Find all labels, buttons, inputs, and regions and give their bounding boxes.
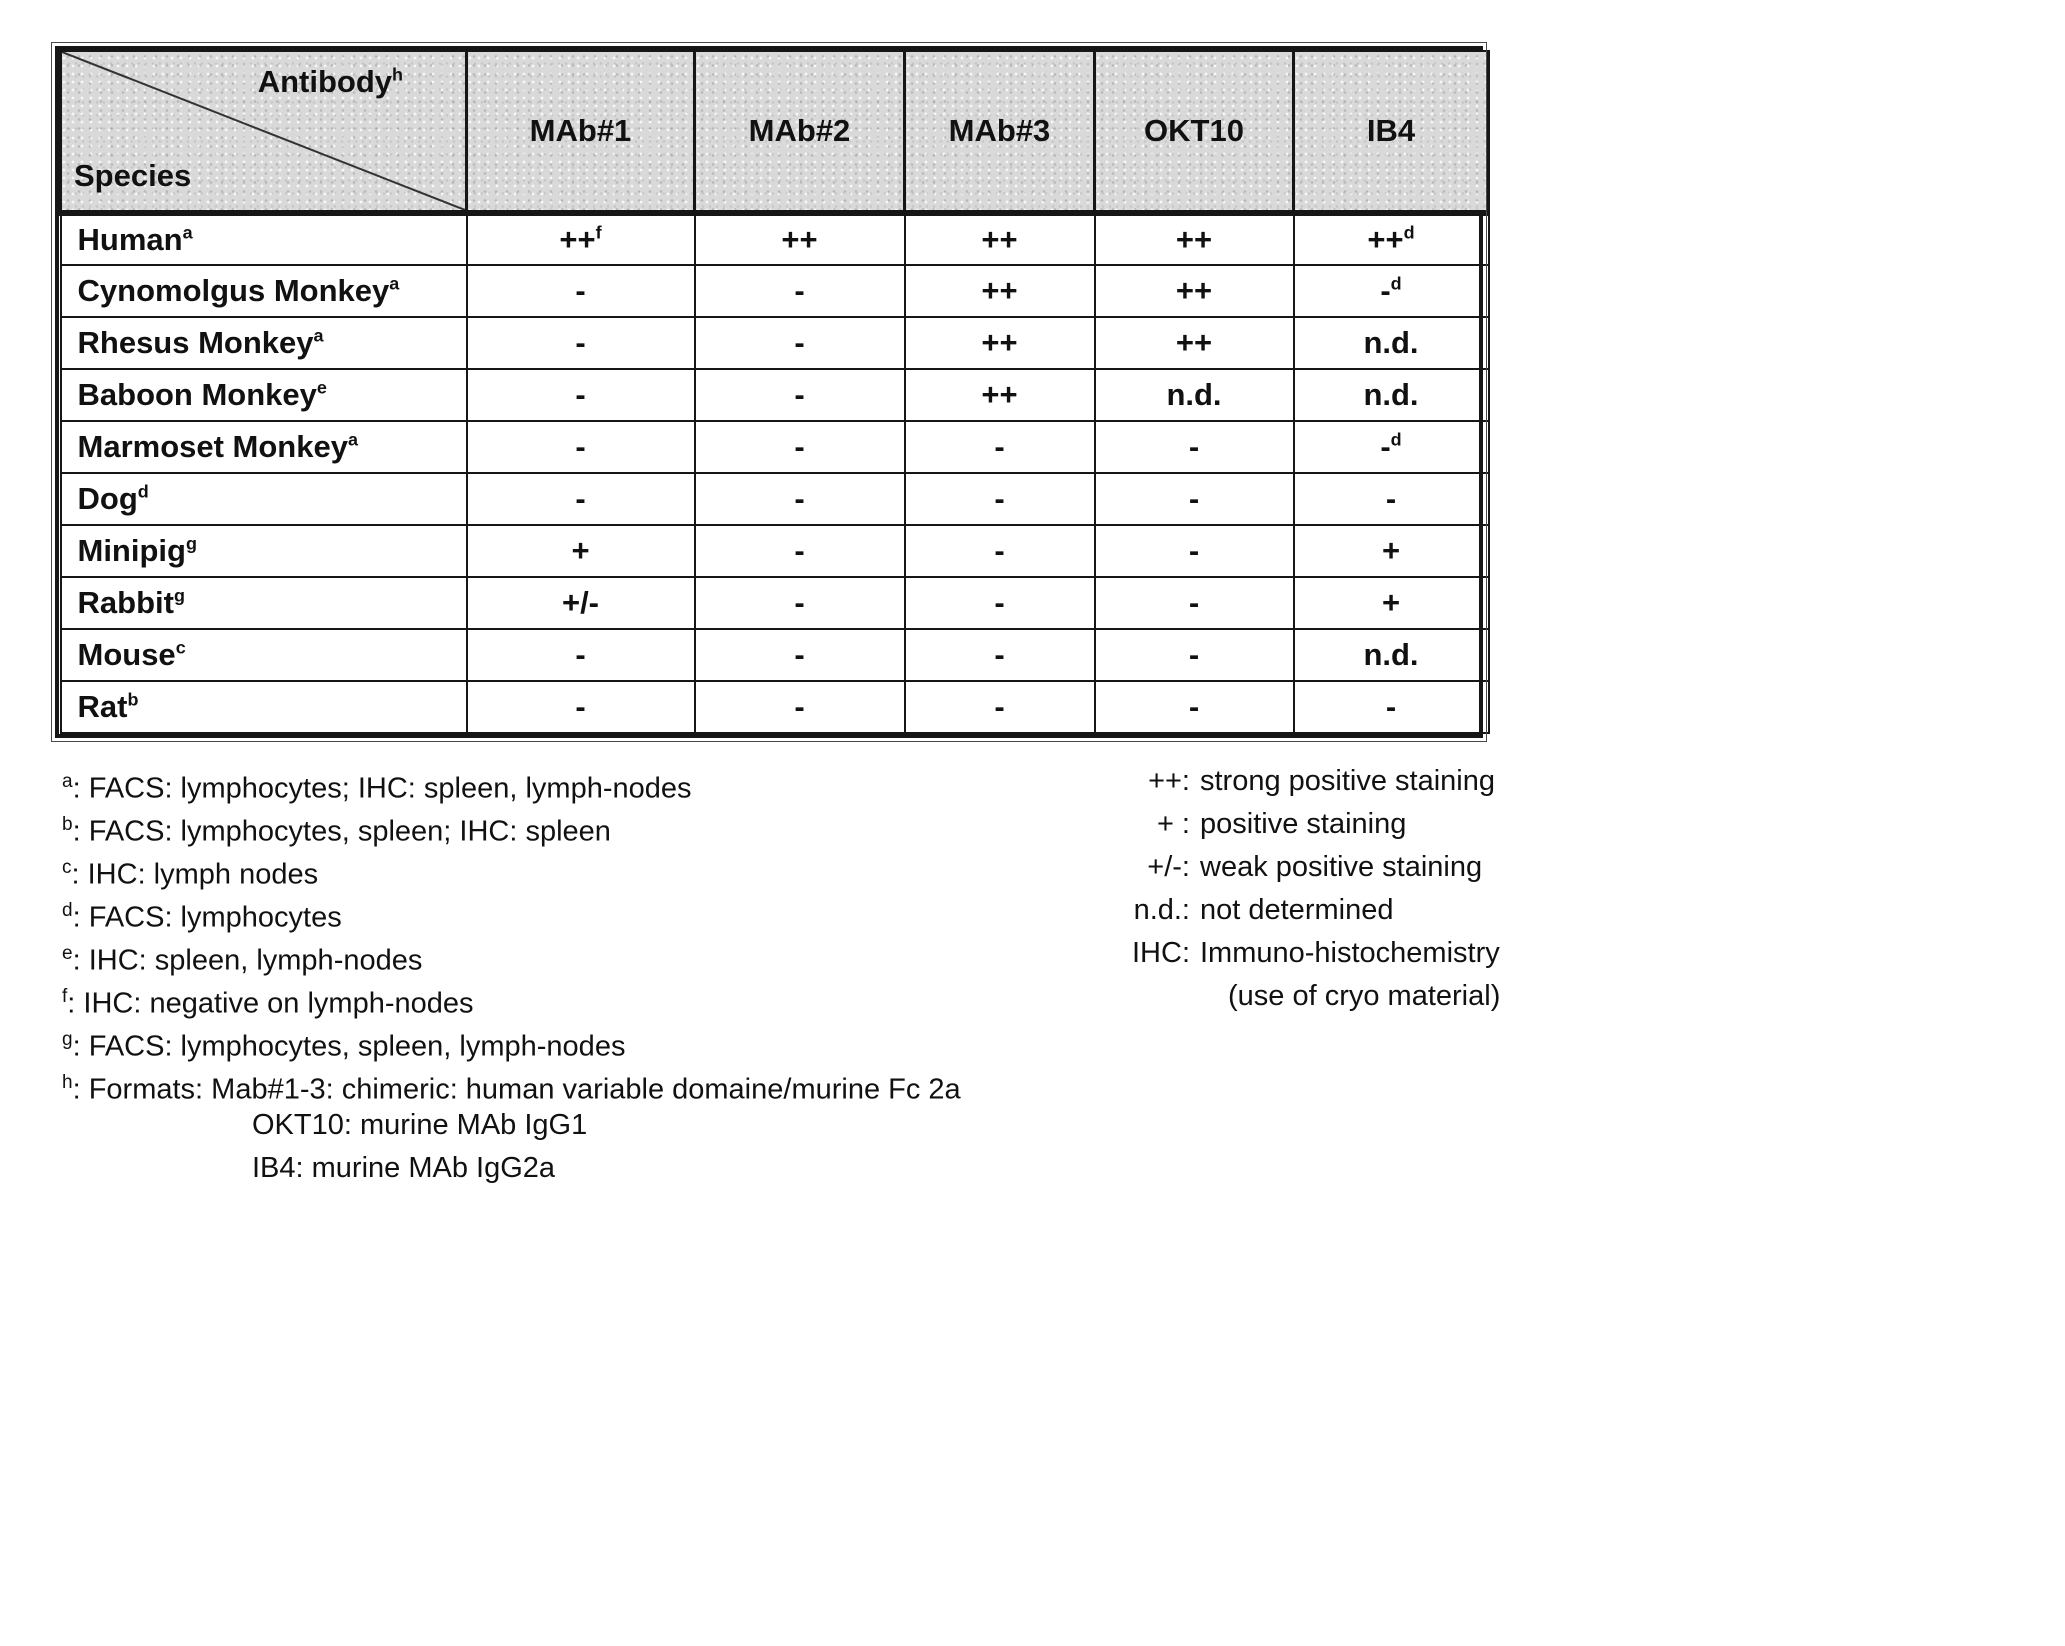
result-cell <box>1294 629 1489 681</box>
result-value: - <box>794 273 805 308</box>
column-header-mab-3: MAb#3 <box>905 51 1095 213</box>
table-row <box>61 369 1489 421</box>
result-cell <box>1294 317 1489 369</box>
result-value: - <box>994 637 1005 672</box>
result-cell <box>905 681 1095 733</box>
legend-text: (use of cryo material) <box>1228 980 1501 1012</box>
result-cell <box>1294 421 1489 473</box>
table-row <box>61 421 1489 473</box>
result-cell <box>1095 369 1294 421</box>
column-header-mab-1: MAb#1 <box>467 51 695 213</box>
footnote-line: $^a$: FACS: lymphocytes; IHC: spleen, lymph-nodes <box>62 771 692 805</box>
legend-text: strong positive staining <box>1200 765 1495 797</box>
species-footnote-marker: b <box>127 689 139 710</box>
result-value: - <box>1188 429 1200 464</box>
result-value: - <box>1380 273 1391 308</box>
footnote-marker: c <box>62 857 72 878</box>
result-cell <box>467 369 695 421</box>
species-label: Mouse <box>77 637 176 672</box>
result-cell <box>695 421 905 473</box>
species-label: Rat <box>77 689 128 724</box>
species-cell <box>61 681 467 733</box>
legend-line <box>1098 846 1500 889</box>
result-cell <box>1294 577 1489 629</box>
species-footnote-marker: d <box>137 481 149 502</box>
table-row <box>61 473 1489 525</box>
legend-symbol: ++: <box>1148 765 1190 797</box>
result-cell <box>1095 265 1294 317</box>
result-value: ++ <box>981 222 1018 257</box>
result-value: - <box>1188 689 1200 724</box>
footnote-marker: f <box>62 986 68 1007</box>
result-cell <box>1294 473 1489 525</box>
result-cell <box>467 577 695 629</box>
footnote-line: $^e$: IHC: spleen, lymph-nodes <box>62 943 423 977</box>
result-cell <box>1294 369 1489 421</box>
footnote-text: OKT10: murine MAb IgG1 <box>252 1109 588 1141</box>
result-value: - <box>794 377 805 412</box>
table-row <box>61 681 1489 733</box>
species-cell <box>61 317 467 369</box>
species-label: Dog <box>77 481 138 516</box>
result-cell <box>695 369 905 421</box>
result-cell <box>467 629 695 681</box>
result-cell <box>1095 213 1294 265</box>
legend-line <box>1098 760 1500 803</box>
footnote-line <box>62 1104 961 1147</box>
result-footnote-marker: d <box>1390 273 1402 294</box>
table-row <box>61 525 1489 577</box>
result-footnote-marker: d <box>1403 222 1415 243</box>
result-value: - <box>994 585 1005 620</box>
result-cell <box>1294 681 1489 733</box>
result-value: - <box>575 481 586 516</box>
species-label: Rabbit <box>77 585 174 620</box>
result-cell <box>1095 525 1294 577</box>
antibody-footnote-marker: h <box>392 64 403 85</box>
species-footnote-marker: g <box>185 533 197 554</box>
result-value: + <box>1381 533 1401 568</box>
result-value: n.d. <box>1363 637 1419 672</box>
result-cell <box>467 473 695 525</box>
result-value: ++ <box>781 222 818 257</box>
result-footnote-marker: f <box>595 222 602 243</box>
result-value: - <box>1188 481 1200 516</box>
antibody-label-text: Antibody <box>257 64 393 99</box>
result-value: +/- <box>561 585 600 620</box>
species-footnote-marker: a <box>313 325 324 346</box>
result-cell <box>467 525 695 577</box>
species-footnote-marker: c <box>175 637 186 658</box>
legend-text: weak positive staining <box>1200 851 1483 883</box>
footnote-marker: a <box>62 771 73 792</box>
result-cell <box>1095 629 1294 681</box>
column-header-mab-2: MAb#2 <box>695 51 905 213</box>
footnote-line: $^f$: IHC: negative on lymph-nodes <box>62 986 474 1020</box>
footnote-text: IHC: spleen, lymph-nodes <box>88 944 423 977</box>
result-value: - <box>794 429 805 464</box>
result-value: + <box>1381 585 1401 620</box>
table-row <box>61 265 1489 317</box>
result-cell <box>1095 317 1294 369</box>
legend-symbol: + : <box>1156 808 1190 840</box>
result-cell <box>905 473 1095 525</box>
result-value: - <box>794 689 805 724</box>
species-cell <box>61 629 467 681</box>
species-footnote-marker: a <box>347 429 358 450</box>
legend-text: positive staining <box>1200 808 1407 840</box>
column-header-okt10: OKT10 <box>1095 51 1294 213</box>
footnotes-block <box>62 760 961 1190</box>
species-cell <box>61 213 467 265</box>
legend-symbol: +/-: <box>1147 851 1190 883</box>
result-value: n.d. <box>1166 377 1222 412</box>
result-value: - <box>794 637 805 672</box>
footnote-marker: d <box>62 900 73 921</box>
result-value: - <box>1385 481 1397 516</box>
table-row <box>61 317 1489 369</box>
result-cell <box>1294 525 1489 577</box>
species-label: Human <box>77 222 183 257</box>
result-cell <box>695 629 905 681</box>
result-value: n.d. <box>1363 377 1419 412</box>
footnote-text: IHC: negative on lymph-nodes <box>83 987 474 1020</box>
species-footnote-marker: a <box>182 222 193 243</box>
result-cell <box>695 213 905 265</box>
result-cell <box>467 213 695 265</box>
footnote-text: IB4: murine MAb IgG2a <box>252 1152 556 1184</box>
result-value: - <box>794 585 805 620</box>
result-value: - <box>994 689 1005 724</box>
result-cell <box>695 577 905 629</box>
result-cell <box>905 525 1095 577</box>
result-cell <box>695 473 905 525</box>
species-cell <box>61 473 467 525</box>
result-value: - <box>794 481 805 516</box>
result-value: - <box>575 273 586 308</box>
result-value: ++ <box>981 377 1018 412</box>
result-cell <box>467 421 695 473</box>
corner-antibody-label <box>258 64 403 100</box>
result-value: + <box>571 533 590 568</box>
species-label: Cynomolgus Monkey <box>77 273 390 308</box>
result-cell <box>695 317 905 369</box>
result-value: ++ <box>1367 222 1404 257</box>
footnote-text: FACS: lymphocytes <box>88 901 342 934</box>
result-value: - <box>994 481 1005 516</box>
result-value: ++ <box>1175 325 1213 360</box>
result-value: n.d. <box>1363 325 1419 360</box>
corner-cell <box>61 51 467 213</box>
result-value: - <box>575 689 586 724</box>
species-label: Baboon Monkey <box>77 377 317 412</box>
data-table <box>59 50 1490 734</box>
species-cell <box>61 265 467 317</box>
result-cell <box>467 265 695 317</box>
footnote-text: FACS: lymphocytes, spleen, lymph-nodes <box>88 1030 626 1063</box>
footnote-text: FACS: lymphocytes; IHC: spleen, lymph-nodes <box>88 772 692 805</box>
result-value: - <box>1380 429 1391 464</box>
result-cell <box>695 525 905 577</box>
species-footnote-marker: g <box>173 585 185 606</box>
species-cell <box>61 577 467 629</box>
result-value: ++ <box>981 325 1018 360</box>
footnote-line: $^h$: Formats: Mab#1-3: chimeric: human variable domaine/murine Fc 2a <box>62 1072 961 1106</box>
footnote-line: $^d$: FACS: lymphocytes <box>62 900 342 934</box>
result-cell <box>1095 577 1294 629</box>
result-value: - <box>1188 637 1200 672</box>
legend-symbol: n.d.: <box>1133 894 1190 926</box>
species-cell <box>61 421 467 473</box>
table-row <box>61 629 1489 681</box>
result-value: ++ <box>559 222 596 257</box>
footnote-text: Formats: Mab#1-3: chimeric: human variable domaine/murine Fc 2a <box>88 1073 961 1106</box>
species-label: Minipig <box>77 533 186 568</box>
result-cell <box>695 681 905 733</box>
footnote-marker: b <box>62 814 73 835</box>
legend-line <box>1098 975 1500 1018</box>
result-value: - <box>1188 585 1200 620</box>
corner-species-label: Species <box>74 158 192 193</box>
table-header-row <box>61 51 1489 213</box>
result-value: - <box>794 325 805 360</box>
result-value: ++ <box>1175 273 1213 308</box>
footnote-line: $^g$: FACS: lymphocytes, spleen, lymph-nodes <box>62 1029 626 1063</box>
result-footnote-marker: d <box>1390 429 1402 450</box>
result-cell <box>1095 681 1294 733</box>
result-cell <box>905 265 1095 317</box>
legend-symbol <box>1098 975 1190 1018</box>
result-value: - <box>1188 533 1200 568</box>
result-value: - <box>575 377 586 412</box>
result-cell <box>905 577 1095 629</box>
legend-block <box>1098 760 1500 1018</box>
legend-symbol: IHC: <box>1132 937 1190 969</box>
result-cell <box>1095 473 1294 525</box>
species-footnote-marker: e <box>316 377 327 398</box>
result-value: - <box>575 325 586 360</box>
column-header-ib4: IB4 <box>1294 51 1489 213</box>
result-value: ++ <box>981 273 1018 308</box>
legend-line <box>1098 932 1500 975</box>
result-cell <box>905 629 1095 681</box>
legend-text: not determined <box>1200 894 1394 926</box>
result-cell <box>905 369 1095 421</box>
table-row <box>61 213 1489 265</box>
antibody-cross-reactivity-table <box>55 46 1483 738</box>
result-cell <box>1294 265 1489 317</box>
species-label: Marmoset Monkey <box>77 429 348 464</box>
result-value: - <box>794 533 805 568</box>
result-value: - <box>575 637 586 672</box>
result-cell <box>695 265 905 317</box>
result-cell <box>905 421 1095 473</box>
result-value: - <box>1385 689 1397 724</box>
footnote-text: IHC: lymph nodes <box>87 858 319 891</box>
result-cell <box>467 317 695 369</box>
table-row <box>61 577 1489 629</box>
result-cell <box>1294 213 1489 265</box>
result-value: ++ <box>1175 222 1213 257</box>
legend-line <box>1098 803 1500 846</box>
footnote-text: FACS: lymphocytes, spleen; IHC: spleen <box>88 815 611 848</box>
species-label: Rhesus Monkey <box>77 325 314 360</box>
result-cell <box>905 317 1095 369</box>
result-cell <box>1095 421 1294 473</box>
result-value: - <box>994 429 1005 464</box>
footnote-marker: g <box>62 1029 73 1050</box>
species-cell <box>61 369 467 421</box>
result-value: - <box>575 429 586 464</box>
species-cell <box>61 525 467 577</box>
result-cell <box>905 213 1095 265</box>
species-footnote-marker: a <box>389 273 400 294</box>
legend-text: Immuno-histochemistry <box>1200 937 1500 969</box>
footnote-line <box>62 1147 961 1190</box>
result-cell <box>467 681 695 733</box>
footnote-marker: e <box>62 943 73 964</box>
footnote-line: $^b$: FACS: lymphocytes, spleen; IHC: spleen <box>62 814 611 848</box>
legend-line <box>1098 889 1500 932</box>
result-value: - <box>994 533 1005 568</box>
footnote-marker: h <box>62 1072 73 1093</box>
footnote-line: $^c$: IHC: lymph nodes <box>62 857 319 891</box>
